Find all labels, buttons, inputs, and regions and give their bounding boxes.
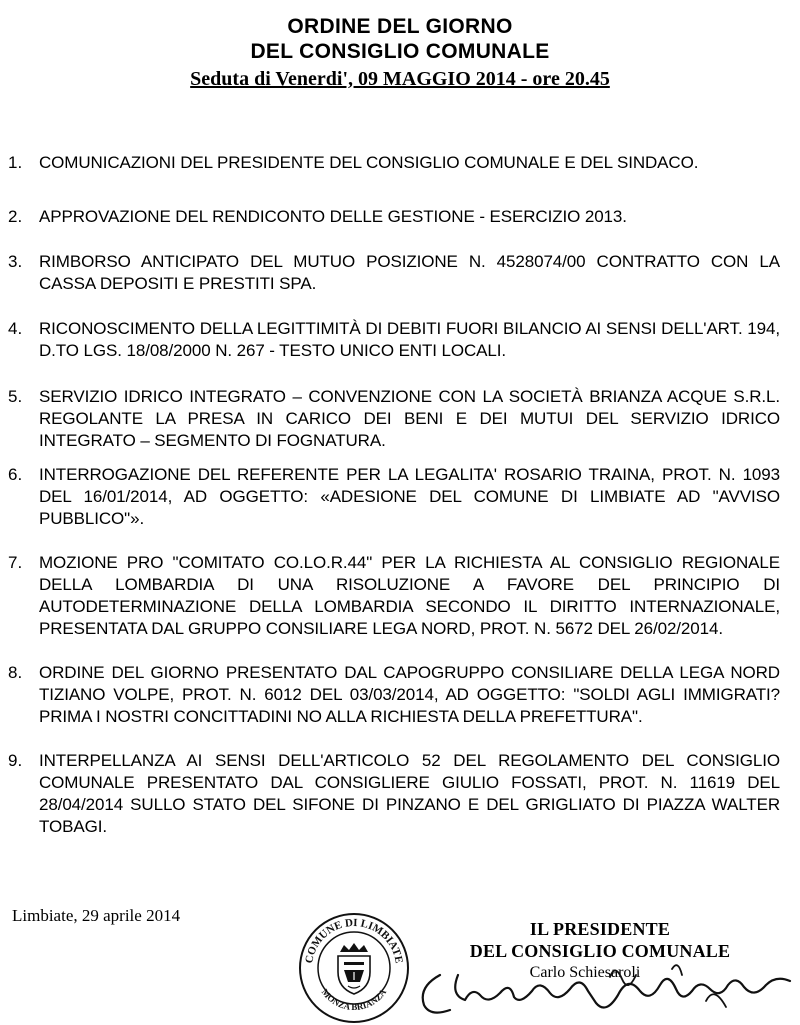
document-header [0,14,800,92]
document-title-line-2: DEL CONSIGLIO COMUNALE [250,40,550,63]
agenda-item-text: APPROVAZIONE DEL RENDICONTO DELLE GESTIONE - ESERCIZIO 2013. [39,207,627,226]
agenda-item [8,251,780,295]
municipal-seal-stamp [298,912,410,1024]
agenda-item-number: 4. [8,319,23,338]
place-and-date: Limbiate, 29 aprile 2014 [12,906,181,925]
signatory-title-line-1: IL PRESIDENTE [529,919,671,939]
agenda-item-text: ORDINE DEL GIORNO PRESENTATO DAL CAPOGRUPPO CONSILIARE DELLA LEGA NORD TIZIANO VOLPE, PROT. N. 6012 DEL 03/03/2014, AD OGGETTO: "SOLDI AGLI IMMIGRATI? PRIMA I NOSTRI CONCITTADINI NO ALLA RICHIESTA DELLA PREFETTURA". [39,663,780,726]
agenda-item [8,750,780,838]
agenda-list [8,152,780,838]
agenda-item [8,464,780,530]
svg-text:MONZA BRIANZA [320,987,389,1012]
agenda-item-number: 6. [8,465,23,484]
agenda-item-number: 7. [8,553,23,572]
agenda-item-text: MOZIONE PRO "COMITATO CO.LO.R.44" PER LA RICHIESTA AL CONSIGLIO REGIONALE DELLA LOMBARDIA DI UNA RISOLUZIONE A FAVORE DEL PRINCIPIO DI AUTODETERMINAZIONE DELLA LOMBARDIA SECONDO IL DIRITTO INTERNAZIONALE, PRESENTATA DAL GRUPPO CONSILIARE LEGA NORD, PROT. N. 5672 DEL 26/02/2014. [39,553,780,638]
agenda-item-number: 3. [8,252,23,271]
agenda-item-text: RIMBORSO ANTICIPATO DEL MUTUO POSIZIONE N. 4528074/00 CONTRATTO CON LA CASSA DEPOSITI E PRESTITI SPA. [39,252,780,293]
agenda-item [8,552,780,640]
document-title-line-1: ORDINE DEL GIORNO [287,15,513,38]
agenda-item [8,152,780,174]
agenda-item-number: 5. [8,387,23,406]
agenda-item-text: INTERROGAZIONE DEL REFERENTE PER LA LEGALITA' ROSARIO TRAINA, PROT. N. 1093 DEL 16/01/2014, AD OGGETTO: «ADESIONE DEL COMUNE DI LIMBIATE AD "AVVISO PUBBLICO"». [39,465,780,528]
seal-top-text: COMUNE DI LIMBIATE [303,916,405,965]
agenda-item-number: 2. [8,207,23,226]
agenda-item [8,206,780,228]
agenda-item-text: RICONOSCIMENTO DELLA LEGITTIMITÀ DI DEBITI FUORI BILANCIO AI SENSI DELL'ART. 194, D.TO LGS. 18/08/2000 N. 267 - TESTO UNICO ENTI LOCALI. [39,319,780,360]
seal-bottom-text: MONZA BRIANZA [319,986,389,1013]
signatory-title-line-2: DEL CONSIGLIO COMUNALE [469,941,731,961]
agenda-item [8,386,780,452]
agenda-item-text: SERVIZIO IDRICO INTEGRATO – CONVENZIONE CON LA SOCIETÀ BRIANZA ACQUE S.R.L. REGOLANTE LA PRESA IN CARICO DEI BENI E DEI MUTUI DEL SERVIZIO IDRICO INTEGRATO – SEGMENTO DI FOGNATURA. [39,387,780,450]
agenda-item [8,662,780,728]
svg-text:COMUNE DI LIMBIATE [303,917,405,964]
agenda-item-number: 9. [8,751,23,770]
agenda-item-number: 8. [8,663,23,682]
agenda-item-text: INTERPELLANZA AI SENSI DELL'ARTICOLO 52 DEL REGOLAMENTO DEL CONSIGLIO COMUNALE PRESENTATO DAL CONSIGLIERE GIULIO FOSSATI, PROT. N. 11619 DEL 28/04/2014 SULLO STATO DEL SIFONE DI PINZANO E DEL GRIGLIATO DI PIAZZA WALTER TOBAGI. [39,751,780,836]
signatory-name: Carlo Schiesaroli [529,964,641,981]
agenda-item-text: COMUNICAZIONI DEL PRESIDENTE DEL CONSIGLIO COMUNALE E DEL SINDACO. [39,153,699,172]
handwritten-signature [410,955,795,1025]
session-date: Seduta di Venerdi', 09 MAGGIO 2014 - ore 20.45 [190,68,610,90]
agenda-item-number: 1. [8,153,23,172]
agenda-item [8,318,780,362]
